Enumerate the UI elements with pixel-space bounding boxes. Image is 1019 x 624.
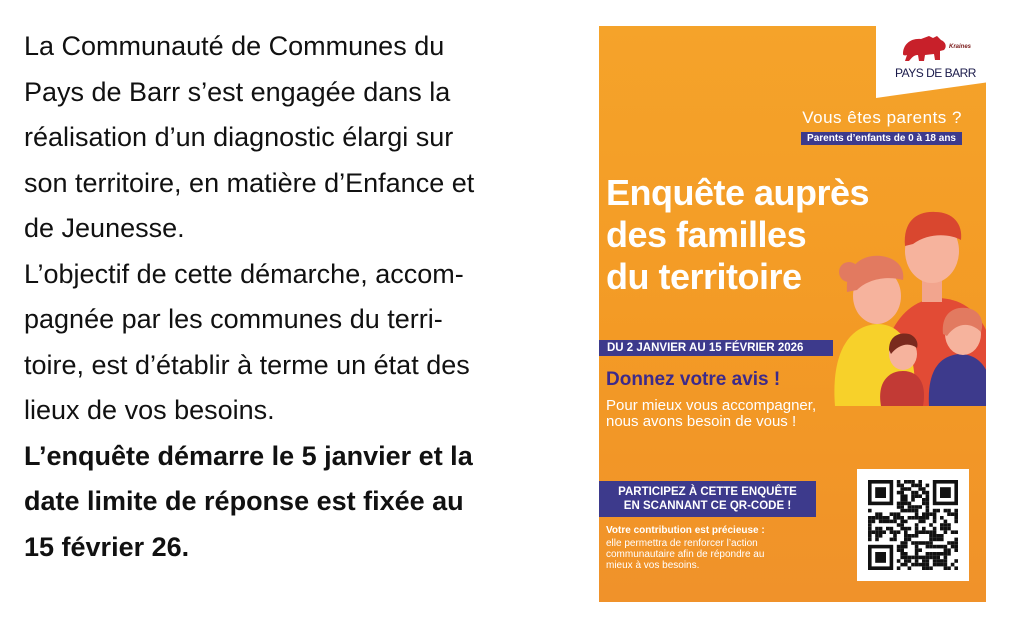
qr-module	[908, 527, 912, 531]
qr-module	[944, 509, 948, 513]
qr-module	[911, 505, 915, 509]
qr-finder	[875, 487, 886, 498]
qr-module	[915, 491, 919, 495]
headline-line: des familles	[606, 214, 807, 255]
qr-module	[868, 527, 872, 531]
qr-module	[915, 494, 919, 498]
qr-module	[911, 556, 915, 560]
parents-question: Vous êtes parents ?	[802, 108, 962, 127]
contribution-text	[606, 538, 826, 571]
qr-module	[929, 545, 933, 549]
qr-module	[922, 566, 926, 570]
qr-module	[936, 545, 940, 549]
qr-module	[915, 545, 919, 549]
qr-module	[933, 545, 937, 549]
qr-module	[900, 505, 904, 509]
qr-module	[940, 559, 944, 563]
qr-module	[868, 520, 872, 524]
qr-module	[915, 563, 919, 567]
qr-module	[900, 502, 904, 506]
qr-module	[904, 494, 908, 498]
article-bold-line: L’enquête démarre le 5 janvier et la	[24, 440, 473, 471]
qr-module	[879, 527, 883, 531]
article-bold-line: date limite de réponse est fixée au	[24, 486, 464, 516]
qr-module	[904, 502, 908, 506]
qr-module	[918, 516, 922, 520]
qr-module	[951, 530, 955, 534]
qr-module	[933, 559, 937, 563]
qr-module	[904, 559, 908, 563]
qr-code-icon	[857, 469, 969, 581]
qr-module	[897, 484, 901, 488]
qr-module	[918, 548, 922, 552]
qr-module	[893, 516, 897, 520]
support-line: Pour mieux vous accompagner,	[606, 397, 817, 414]
qr-module	[911, 480, 915, 484]
article-text	[24, 24, 564, 570]
article-line: Pays de Barr s’est engagée dans la	[24, 76, 451, 107]
qr-module	[900, 491, 904, 495]
qr-module	[915, 516, 919, 520]
article-bold-line: 15 février 26.	[24, 531, 190, 562]
qr-module	[926, 541, 930, 545]
qr-module	[922, 520, 926, 524]
qr-module	[911, 534, 915, 538]
qr-module	[944, 523, 948, 527]
participate-banner	[599, 481, 816, 517]
pays-de-barr-logo	[889, 30, 979, 96]
qr-module	[918, 494, 922, 498]
qr-module	[893, 538, 897, 542]
qr-module	[933, 509, 937, 513]
qr-module	[933, 563, 937, 567]
qr-module	[908, 480, 912, 484]
qr-module	[926, 509, 930, 513]
qr-module	[944, 556, 948, 560]
qr-module	[922, 516, 926, 520]
qr-module	[908, 502, 912, 506]
qr-module	[911, 516, 915, 520]
qr-module	[951, 512, 955, 516]
article-line: La Communauté de Communes du	[24, 31, 445, 61]
qr-module	[954, 559, 958, 563]
qr-module	[882, 516, 886, 520]
qr-module	[872, 520, 876, 524]
support-text	[606, 398, 816, 430]
qr-module	[897, 566, 901, 570]
qr-module	[904, 520, 908, 524]
qr-module	[908, 516, 912, 520]
qr-module	[904, 563, 908, 567]
qr-module	[900, 520, 904, 524]
qr-module	[926, 516, 930, 520]
qr-module	[922, 527, 926, 531]
qr-module	[954, 545, 958, 549]
support-line: nous avons besoin de vous !	[606, 413, 797, 430]
qr-module	[954, 566, 958, 570]
qr-module	[918, 505, 922, 509]
give-opinion-heading: Donnez votre avis !	[606, 369, 781, 390]
qr-module	[954, 541, 958, 545]
age-tag: Parents d’enfants de 0 à 18 ans	[801, 132, 962, 145]
qr-module	[918, 484, 922, 488]
qr-module	[875, 512, 879, 516]
qr-module	[944, 527, 948, 531]
qr-module	[940, 527, 944, 531]
qr-module	[926, 498, 930, 502]
article-line: L’objectif de cette démarche, accom-	[24, 258, 464, 289]
qr-module	[890, 512, 894, 516]
qr-module	[918, 563, 922, 567]
qr-module	[929, 541, 933, 545]
qr-module	[900, 548, 904, 552]
qr-module	[900, 523, 904, 527]
qr-module	[922, 541, 926, 545]
qr-module	[922, 498, 926, 502]
qr-module	[904, 534, 908, 538]
survey-flyer[interactable]	[599, 26, 986, 602]
participate-line: EN SCANNANT CE QR-CODE !	[623, 500, 792, 512]
qr-code[interactable]	[857, 469, 969, 581]
qr-module	[926, 566, 930, 570]
qr-module	[890, 520, 894, 524]
qr-module	[908, 487, 912, 491]
qr-module	[915, 559, 919, 563]
qr-module	[900, 527, 904, 531]
qr-module	[872, 530, 876, 534]
contribution-title: Votre contribution est précieuse :	[606, 525, 765, 536]
qr-module	[947, 509, 951, 513]
qr-module	[922, 487, 926, 491]
qr-module	[915, 541, 919, 545]
qr-module	[900, 487, 904, 491]
qr-module	[911, 494, 915, 498]
qr-module	[893, 512, 897, 516]
qr-module	[926, 545, 930, 549]
qr-module	[868, 534, 872, 538]
qr-module	[893, 534, 897, 538]
qr-module	[882, 520, 886, 524]
qr-module	[900, 556, 904, 560]
qr-module	[893, 520, 897, 524]
qr-module	[929, 552, 933, 556]
qr-module	[904, 487, 908, 491]
qr-module	[936, 552, 940, 556]
qr-module	[875, 530, 879, 534]
headline-line: Enquête auprès	[606, 172, 870, 213]
qr-module	[904, 538, 908, 542]
qr-module	[904, 498, 908, 502]
qr-module	[954, 538, 958, 542]
qr-module	[915, 512, 919, 516]
qr-module	[897, 559, 901, 563]
qr-module	[936, 559, 940, 563]
qr-module	[922, 556, 926, 560]
qr-module	[918, 530, 922, 534]
qr-module	[929, 556, 933, 560]
qr-module	[900, 541, 904, 545]
qr-module	[875, 516, 879, 520]
qr-module	[908, 559, 912, 563]
qr-module	[933, 516, 937, 520]
qr-module	[933, 556, 937, 560]
qr-module	[918, 487, 922, 491]
qr-module	[882, 530, 886, 534]
qr-module	[922, 530, 926, 534]
qr-module	[915, 505, 919, 509]
contribution-line: elle permettra de renforcer l’action	[606, 538, 758, 549]
qr-module	[929, 523, 933, 527]
qr-module	[886, 516, 890, 520]
qr-module	[915, 534, 919, 538]
qr-module	[929, 538, 933, 542]
contribution-line: communautaire afin de répondre au	[606, 549, 765, 560]
qr-module	[911, 491, 915, 495]
qr-module	[879, 512, 883, 516]
qr-module	[897, 505, 901, 509]
qr-module	[954, 548, 958, 552]
qr-module	[944, 559, 948, 563]
qr-module	[922, 491, 926, 495]
qr-module	[944, 563, 948, 567]
family-illustration	[817, 206, 986, 406]
logo-small-text: Kraines	[949, 44, 972, 50]
qr-module	[868, 538, 872, 542]
qr-module	[933, 530, 937, 534]
bear-icon	[899, 32, 949, 66]
qr-module	[908, 538, 912, 542]
qr-module	[926, 552, 930, 556]
qr-module	[951, 545, 955, 549]
qr-module	[915, 552, 919, 556]
qr-module	[947, 527, 951, 531]
qr-module	[908, 534, 912, 538]
qr-module	[915, 530, 919, 534]
qr-module	[936, 556, 940, 560]
qr-module	[933, 520, 937, 524]
qr-module	[897, 530, 901, 534]
qr-module	[904, 545, 908, 549]
qr-module	[926, 491, 930, 495]
qr-module	[929, 566, 933, 570]
qr-module	[933, 534, 937, 538]
qr-module	[875, 538, 879, 542]
qr-module	[944, 552, 948, 556]
qr-module	[879, 516, 883, 520]
qr-module	[908, 509, 912, 513]
contribution-line: mieux à vos besoins.	[606, 560, 700, 571]
qr-module	[915, 484, 919, 488]
headline-line: du territoire	[606, 256, 802, 297]
qr-module	[900, 545, 904, 549]
qr-module	[908, 556, 912, 560]
qr-module	[940, 516, 944, 520]
qr-module	[904, 509, 908, 513]
qr-module	[886, 520, 890, 524]
qr-module	[904, 541, 908, 545]
qr-module	[918, 520, 922, 524]
qr-module	[926, 563, 930, 567]
qr-module	[947, 552, 951, 556]
qr-module	[940, 563, 944, 567]
qr-module	[922, 512, 926, 516]
qr-module	[911, 498, 915, 502]
qr-module	[900, 498, 904, 502]
qr-module	[926, 559, 930, 563]
qr-module	[922, 502, 926, 506]
qr-module	[936, 509, 940, 513]
qr-module	[868, 516, 872, 520]
qr-module	[936, 534, 940, 538]
qr-module	[900, 516, 904, 520]
qr-module	[890, 530, 894, 534]
qr-finder	[875, 552, 886, 563]
article-line: de Jeunesse.	[24, 213, 185, 243]
qr-module	[915, 527, 919, 531]
qr-module	[944, 548, 948, 552]
qr-module	[890, 527, 894, 531]
qr-module	[879, 520, 883, 524]
qr-module	[926, 494, 930, 498]
qr-module	[954, 509, 958, 513]
qr-module	[886, 527, 890, 531]
article-line: pagnée par les communes du terri-	[24, 304, 443, 334]
qr-module	[947, 523, 951, 527]
qr-module	[926, 512, 930, 516]
qr-module	[929, 534, 933, 538]
qr-module	[918, 556, 922, 560]
qr-module	[875, 527, 879, 531]
qr-module	[900, 552, 904, 556]
qr-module	[929, 512, 933, 516]
qr-module	[922, 563, 926, 567]
qr-module	[911, 541, 915, 545]
qr-module	[868, 509, 872, 513]
participate-line: PARTICIPEZ À CETTE ENQUÊTE	[618, 486, 797, 498]
qr-module	[940, 538, 944, 542]
qr-module	[954, 520, 958, 524]
qr-module	[868, 530, 872, 534]
qr-module	[926, 484, 930, 488]
qr-module	[944, 520, 948, 524]
qr-module	[900, 563, 904, 567]
qr-module	[900, 484, 904, 488]
qr-module	[904, 552, 908, 556]
qr-module	[940, 523, 944, 527]
qr-module	[918, 480, 922, 484]
qr-module	[868, 523, 872, 527]
qr-module	[872, 516, 876, 520]
qr-module	[904, 556, 908, 560]
qr-module	[911, 484, 915, 488]
qr-module	[933, 552, 937, 556]
qr-module	[936, 538, 940, 542]
qr-module	[879, 534, 883, 538]
qr-module	[947, 541, 951, 545]
qr-module	[933, 512, 937, 516]
article-line: réalisation d’un diagnostic élargi sur	[24, 122, 454, 152]
qr-module	[918, 541, 922, 545]
qr-module	[933, 538, 937, 542]
qr-module	[947, 512, 951, 516]
qr-module	[897, 502, 901, 506]
qr-module	[944, 566, 948, 570]
qr-module	[890, 538, 894, 542]
logo-text: PAYS DE BARR	[895, 66, 976, 80]
qr-module	[954, 512, 958, 516]
qr-finder	[940, 487, 951, 498]
qr-module	[900, 509, 904, 513]
qr-module	[926, 530, 930, 534]
qr-module	[904, 530, 908, 534]
qr-module	[911, 509, 915, 513]
qr-module	[897, 480, 901, 484]
qr-module	[897, 545, 901, 549]
qr-module	[940, 534, 944, 538]
qr-module	[915, 548, 919, 552]
qr-module	[904, 527, 908, 531]
qr-module	[897, 491, 901, 495]
qr-module	[922, 559, 926, 563]
qr-module	[933, 527, 937, 531]
qr-module	[936, 563, 940, 567]
qr-module	[947, 548, 951, 552]
qr-module	[944, 530, 948, 534]
qr-module	[897, 523, 901, 527]
article-line: toire, est d’établir à terme un état des	[24, 349, 470, 380]
qr-module	[929, 530, 933, 534]
qr-module	[908, 505, 912, 509]
qr-module	[893, 530, 897, 534]
qr-module	[897, 548, 901, 552]
qr-module	[926, 502, 930, 506]
qr-module	[947, 566, 951, 570]
qr-module	[954, 530, 958, 534]
article-line: son territoire, en matière d’Enfance et	[24, 167, 475, 198]
qr-module	[900, 494, 904, 498]
qr-module	[940, 545, 944, 549]
parents-block	[801, 108, 962, 146]
qr-module	[897, 512, 901, 516]
qr-module	[875, 534, 879, 538]
article-line: lieux de vos besoins.	[24, 395, 275, 425]
qr-module	[951, 541, 955, 545]
qr-module	[908, 566, 912, 570]
qr-module	[926, 505, 930, 509]
qr-module	[904, 480, 908, 484]
qr-module	[911, 563, 915, 567]
date-banner: DU 2 JANVIER AU 15 FÉVRIER 2026	[599, 340, 833, 356]
qr-module	[926, 556, 930, 560]
qr-module	[915, 523, 919, 527]
qr-module	[954, 516, 958, 520]
qr-module	[915, 556, 919, 560]
qr-module	[915, 509, 919, 513]
qr-module	[897, 516, 901, 520]
qr-module	[879, 530, 883, 534]
qr-module	[951, 563, 955, 567]
qr-module	[940, 552, 944, 556]
qr-module	[944, 545, 948, 549]
